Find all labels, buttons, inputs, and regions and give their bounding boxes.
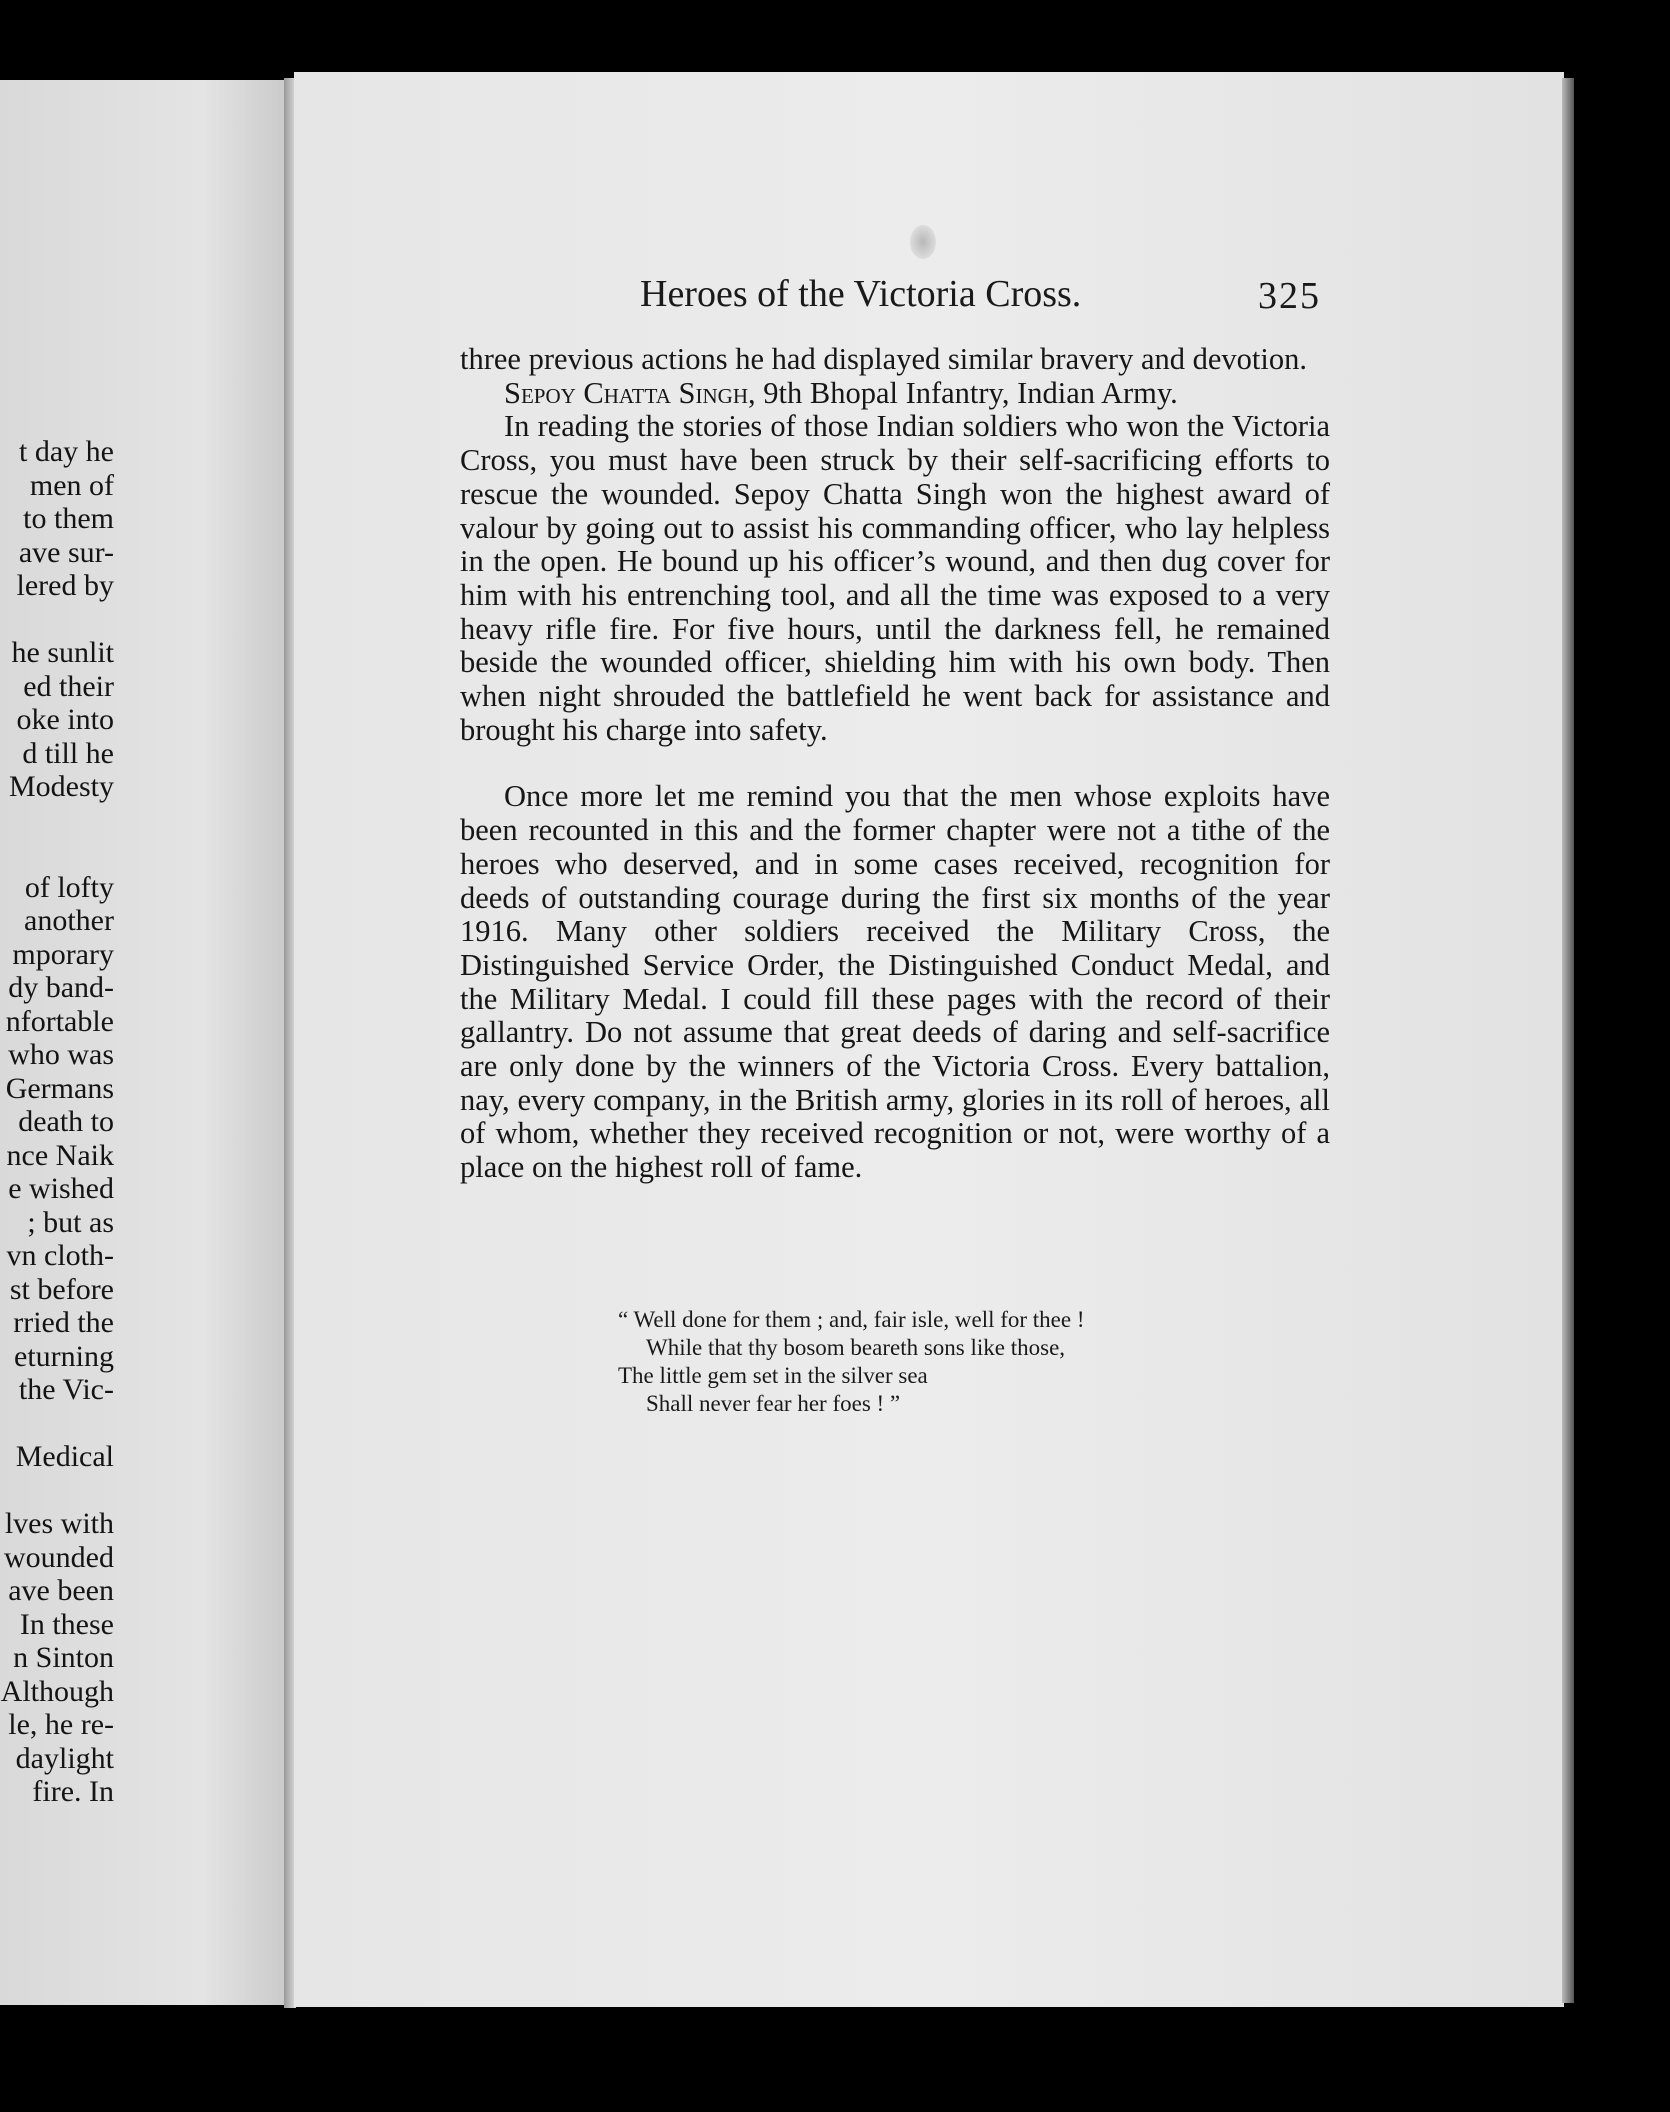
previous-page-line: nfortable [5,1004,114,1038]
page-number: 325 [1258,275,1321,317]
previous-page-line: dy band- [8,971,114,1004]
previous-page-line [0,804,114,838]
paragraph-2 [460,377,1330,411]
previous-page-line: ave sur- [18,535,114,569]
previous-page-line: vn cloth- [6,1239,114,1272]
paragraph-1: three previous actions he had displayed similar bravery and devotion. [460,342,1307,376]
previous-page-line: Germans [5,1071,114,1105]
previous-page-line: ; but as [27,1205,114,1239]
previous-page-line: men of [29,468,114,502]
previous-page-text [0,435,114,1809]
previous-page-line: lves with [4,1507,114,1540]
previous-page-line: le, he re- [8,1708,114,1741]
poem-line-2: While that thy bosom beareth sons like those, [646,1335,1066,1360]
previous-page-line: ed their [23,669,114,703]
previous-page-line: Modesty [9,770,114,803]
previous-page-line: ave been [8,1574,114,1607]
previous-page-line: t day he [19,435,114,468]
previous-page-line [0,603,114,637]
previous-page-line: Medical [15,1440,114,1473]
previous-page-line: mporary [12,937,114,971]
running-title: Heroes of the Victoria Cross. [640,273,1082,315]
soldier-name: Sepoy Chatta Singh, [504,375,756,410]
previous-page-line: death to [18,1105,114,1138]
previous-page-line: who was [8,1038,114,1071]
body-text [460,343,1330,1185]
previous-page-line: another [24,904,114,937]
poem-line-4: Shall never fear her foes ! ” [646,1391,901,1416]
poem-line-3: The little gem set in the silver sea [618,1363,928,1388]
previous-page-line: of lofty [24,870,114,904]
ink-smudge [910,225,936,259]
previous-page-line: e wished [8,1172,114,1205]
previous-page [0,80,290,2005]
previous-page-line [0,837,114,871]
previous-page-line: In these [19,1607,114,1641]
previous-page-line: n Sinton [13,1641,114,1674]
previous-page-line: oke into [16,703,114,736]
poem-line-1: “ Well done for them ; and, fair isle, well for thee ! [618,1307,1085,1332]
previous-page-line: the Vic- [18,1373,114,1406]
previous-page-line: to them [23,502,114,535]
paragraph-3: In reading the stories of those Indian soldiers who won the Victoria Cross, you must have been struck by their self-sacrificing efforts to rescue the wounded. Sepoy Chatta Singh won the highest award of valour by going out to assist his commanding officer, who lay helpless in the open. He bound up his officer’s wound, and then dug cover for him with his entrenching tool, and all the time was exposed to a very heavy rifle fire. For five hours, until the darkness fell, he remained beside the wounded officer, shielding him with his own body. Then when night shrouded the battlefield he went back for assistance and brought his charge into safety. [460,409,1330,747]
previous-page-line: st before [9,1272,114,1306]
page-edge-shadow [1562,78,1574,2003]
previous-page-line: Although [0,1674,114,1708]
previous-page-line: fire. In [32,1775,114,1808]
previous-page-line: daylight [15,1741,114,1775]
unit-info: 9th Bhopal Infantry, Indian Army. [755,375,1178,410]
paragraph-4: Once more let me remind you that the men whose exploits have been recounted in this and the former chapter were not a tithe of the heroes who deserved, and in some cases received, recognition for deeds of outstanding courage during the first six months of the year 1916. Many other soldiers received the Military Cross, the Distinguished Service Order, the Distinguished Conduct Medal, and the Military Medal. I could fill these pages with the record of their gallantry. Do not assume that great deeds of daring and self-sacrifice are only done by the winners of the Victoria Cross. Every battalion, nay, every company, in the British army, glories in its roll of heroes, all of whom, whether they received recognition or not, were worthy of a place on the highest roll of fame. [460,779,1330,1185]
previous-page-line: nce Naik [6,1138,114,1172]
closing-poem [618,1306,1218,1418]
previous-page-line [0,1407,114,1441]
previous-page-line: rried the [13,1306,114,1339]
previous-page-line [0,1474,114,1508]
previous-page-line: wounded [4,1540,114,1574]
previous-page-line: eturning [14,1339,114,1373]
previous-page-line: d till he [22,736,114,770]
previous-page-line: lered by [16,569,114,602]
previous-page-line: he sunlit [11,636,114,669]
